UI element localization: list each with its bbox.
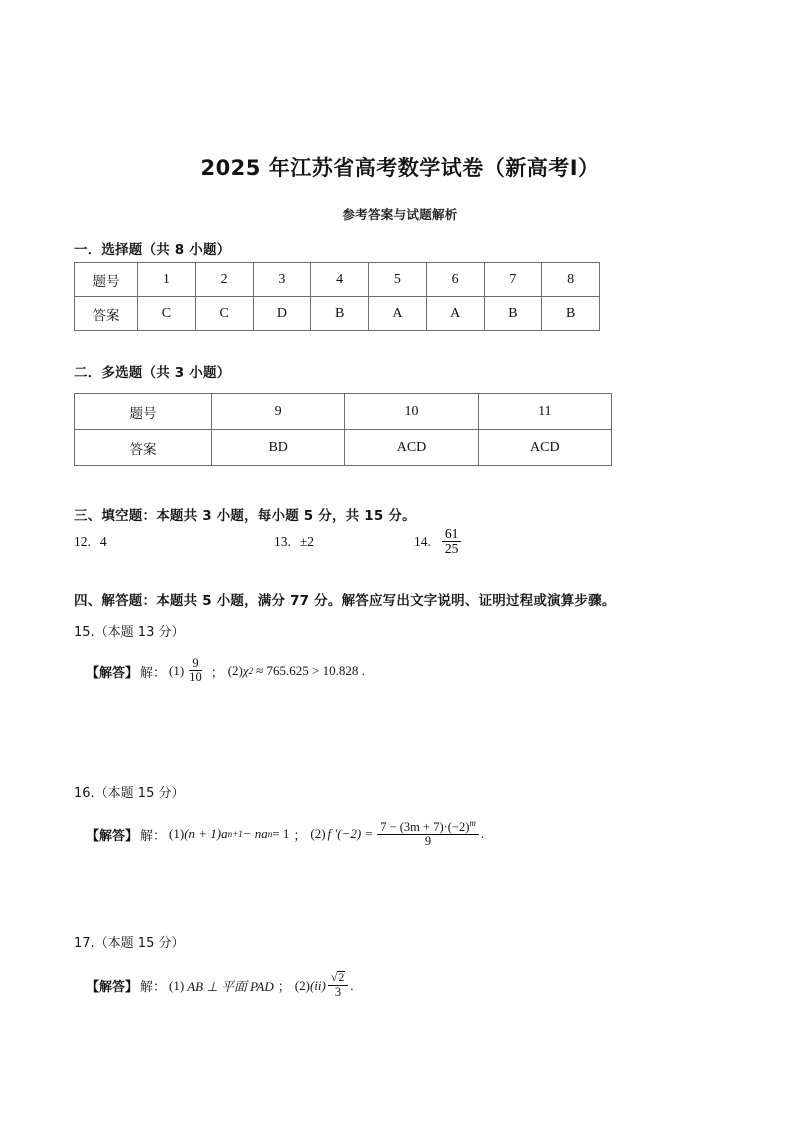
problem-number-17: 17.（本题 15 分） [74,936,185,951]
page-subtitle: 参考答案与试题解析 [342,207,458,222]
answer-cell: B [542,297,600,331]
part-1-label: (1) [169,826,185,842]
answer-cell: ACD [345,430,478,466]
chi-exponent: 2 [248,666,254,677]
solution-bracket-label: 【解答】 [86,665,139,681]
question-number-cell: 3 [253,263,311,297]
sqrt-icon [331,971,345,985]
fraction-derivative [377,819,479,848]
part-separator: ； [293,828,307,844]
table-row [75,394,612,430]
recurrence-expr-c: = 1 [272,826,290,842]
fraction-61-over-25 [442,527,462,556]
recurrence-subscript-a: n+1 [227,829,243,840]
question-number-cell: 7 [484,263,542,297]
fraction-numerator: 9 [189,657,201,671]
fill-blank-value: 4 [99,534,107,549]
fraction-numerator [377,819,479,835]
answer-cell: C [195,297,253,331]
perpendicular-plane-expr: AB ⊥ 平面 PAD [187,979,274,995]
fill-blank-item-12 [74,534,107,550]
radical-sign: √ [330,970,338,984]
sentence-period: . [350,977,354,993]
numerator-main: 7 − (3m + 7)·(−2) [380,820,470,835]
part-2-label: (2) [310,826,326,842]
answer-cell: B [484,297,542,331]
section-heading-choice: 一．选择题（共 8 小题） [74,242,231,258]
part-1-label: (1) [169,977,185,993]
recurrence-expr-b: − na [242,826,268,842]
solution-jie-label: 解： [140,828,167,844]
table-row [75,263,600,297]
recurrence-subscript-b: n [267,829,273,840]
fraction-denominator: 9 [424,833,432,848]
question-number-cell: 10 [345,394,478,430]
section-heading-multi-choice: 二．多选题（共 3 小题） [74,365,231,381]
fill-blank-number: 12. [74,534,91,549]
part-2-label: (2) [227,663,243,679]
row-label-number: 题号 [75,263,138,297]
part-separator: ； [277,980,291,996]
question-number-cell: 8 [542,263,600,297]
fraction-denominator: 10 [189,669,202,684]
question-number-cell: 11 [478,394,611,430]
chi-symbol: χ [242,663,249,679]
fill-blank-number: 13. [274,534,291,549]
solution-16 [86,820,484,849]
derivative-lhs: f ′(−2) = [327,826,374,842]
fraction-numerator: 61 [442,527,462,542]
fill-blank-item-14 [414,528,463,557]
answer-cell: C [138,297,196,331]
part-separator: ； [210,665,224,681]
row-label-answer: 答案 [75,297,138,331]
answer-cell: A [426,297,484,331]
section-heading-fill-blank: 三、填空题：本题共 3 小题，每小题 5 分，共 15 分。 [74,508,416,524]
question-number-cell: 6 [426,263,484,297]
row-label-number: 题号 [75,394,212,430]
section-heading-free-response: 四、解答题：本题共 5 小题，满分 77 分。解答应写出文字说明、证明过程或演算步骤。 [74,593,616,609]
answer-cell: A [369,297,427,331]
choice-answer-table [74,262,600,331]
question-number-cell: 9 [212,394,345,430]
fraction-numerator [328,971,348,986]
part-1-label: (1) [169,663,185,679]
problem-number-15: 15.（本题 13 分） [74,625,185,640]
fraction-sqrt2-over-3 [328,971,348,999]
multi-choice-answer-table [74,393,612,466]
sentence-period: . [480,826,485,842]
numerator-exponent: m [469,818,476,828]
part-2-roman-label: (ii) [309,977,326,993]
question-number-cell: 2 [195,263,253,297]
fill-blank-value: ±2 [299,534,315,549]
row-label-answer: 答案 [75,430,212,466]
part-2-label: (2) [294,977,310,993]
answer-cell: ACD [478,430,611,466]
solution-jie-label: 解： [140,665,167,681]
question-number-cell: 5 [369,263,427,297]
recurrence-expr-a: (n + 1)a [184,826,228,842]
answer-cell: D [253,297,311,331]
table-row [75,430,612,466]
fill-blank-item-13 [274,534,314,550]
question-number-cell: 4 [311,263,369,297]
solution-bracket-label: 【解答】 [86,980,139,996]
fraction-9-over-10 [186,657,205,684]
chi-square-value-expression: ≈ 765.625 > 10.828 . [256,663,365,679]
fill-blank-number: 14. [414,534,431,550]
problem-number-16: 16.（本题 15 分） [74,786,185,801]
solution-jie-label: 解： [140,980,167,996]
answer-cell: B [311,297,369,331]
table-row [75,297,600,331]
solution-bracket-label: 【解答】 [86,828,139,844]
page-title: 2025 年江苏省高考数学试卷（新高考Ⅰ） [200,156,600,180]
question-number-cell: 1 [138,263,196,297]
solution-15 [86,658,365,685]
fraction-denominator: 3 [334,985,342,1000]
fill-blank-answers [74,528,734,568]
answer-cell: BD [212,430,345,466]
fraction-denominator: 25 [444,540,459,556]
radicand: 2 [338,972,345,984]
solution-17 [86,972,353,1000]
